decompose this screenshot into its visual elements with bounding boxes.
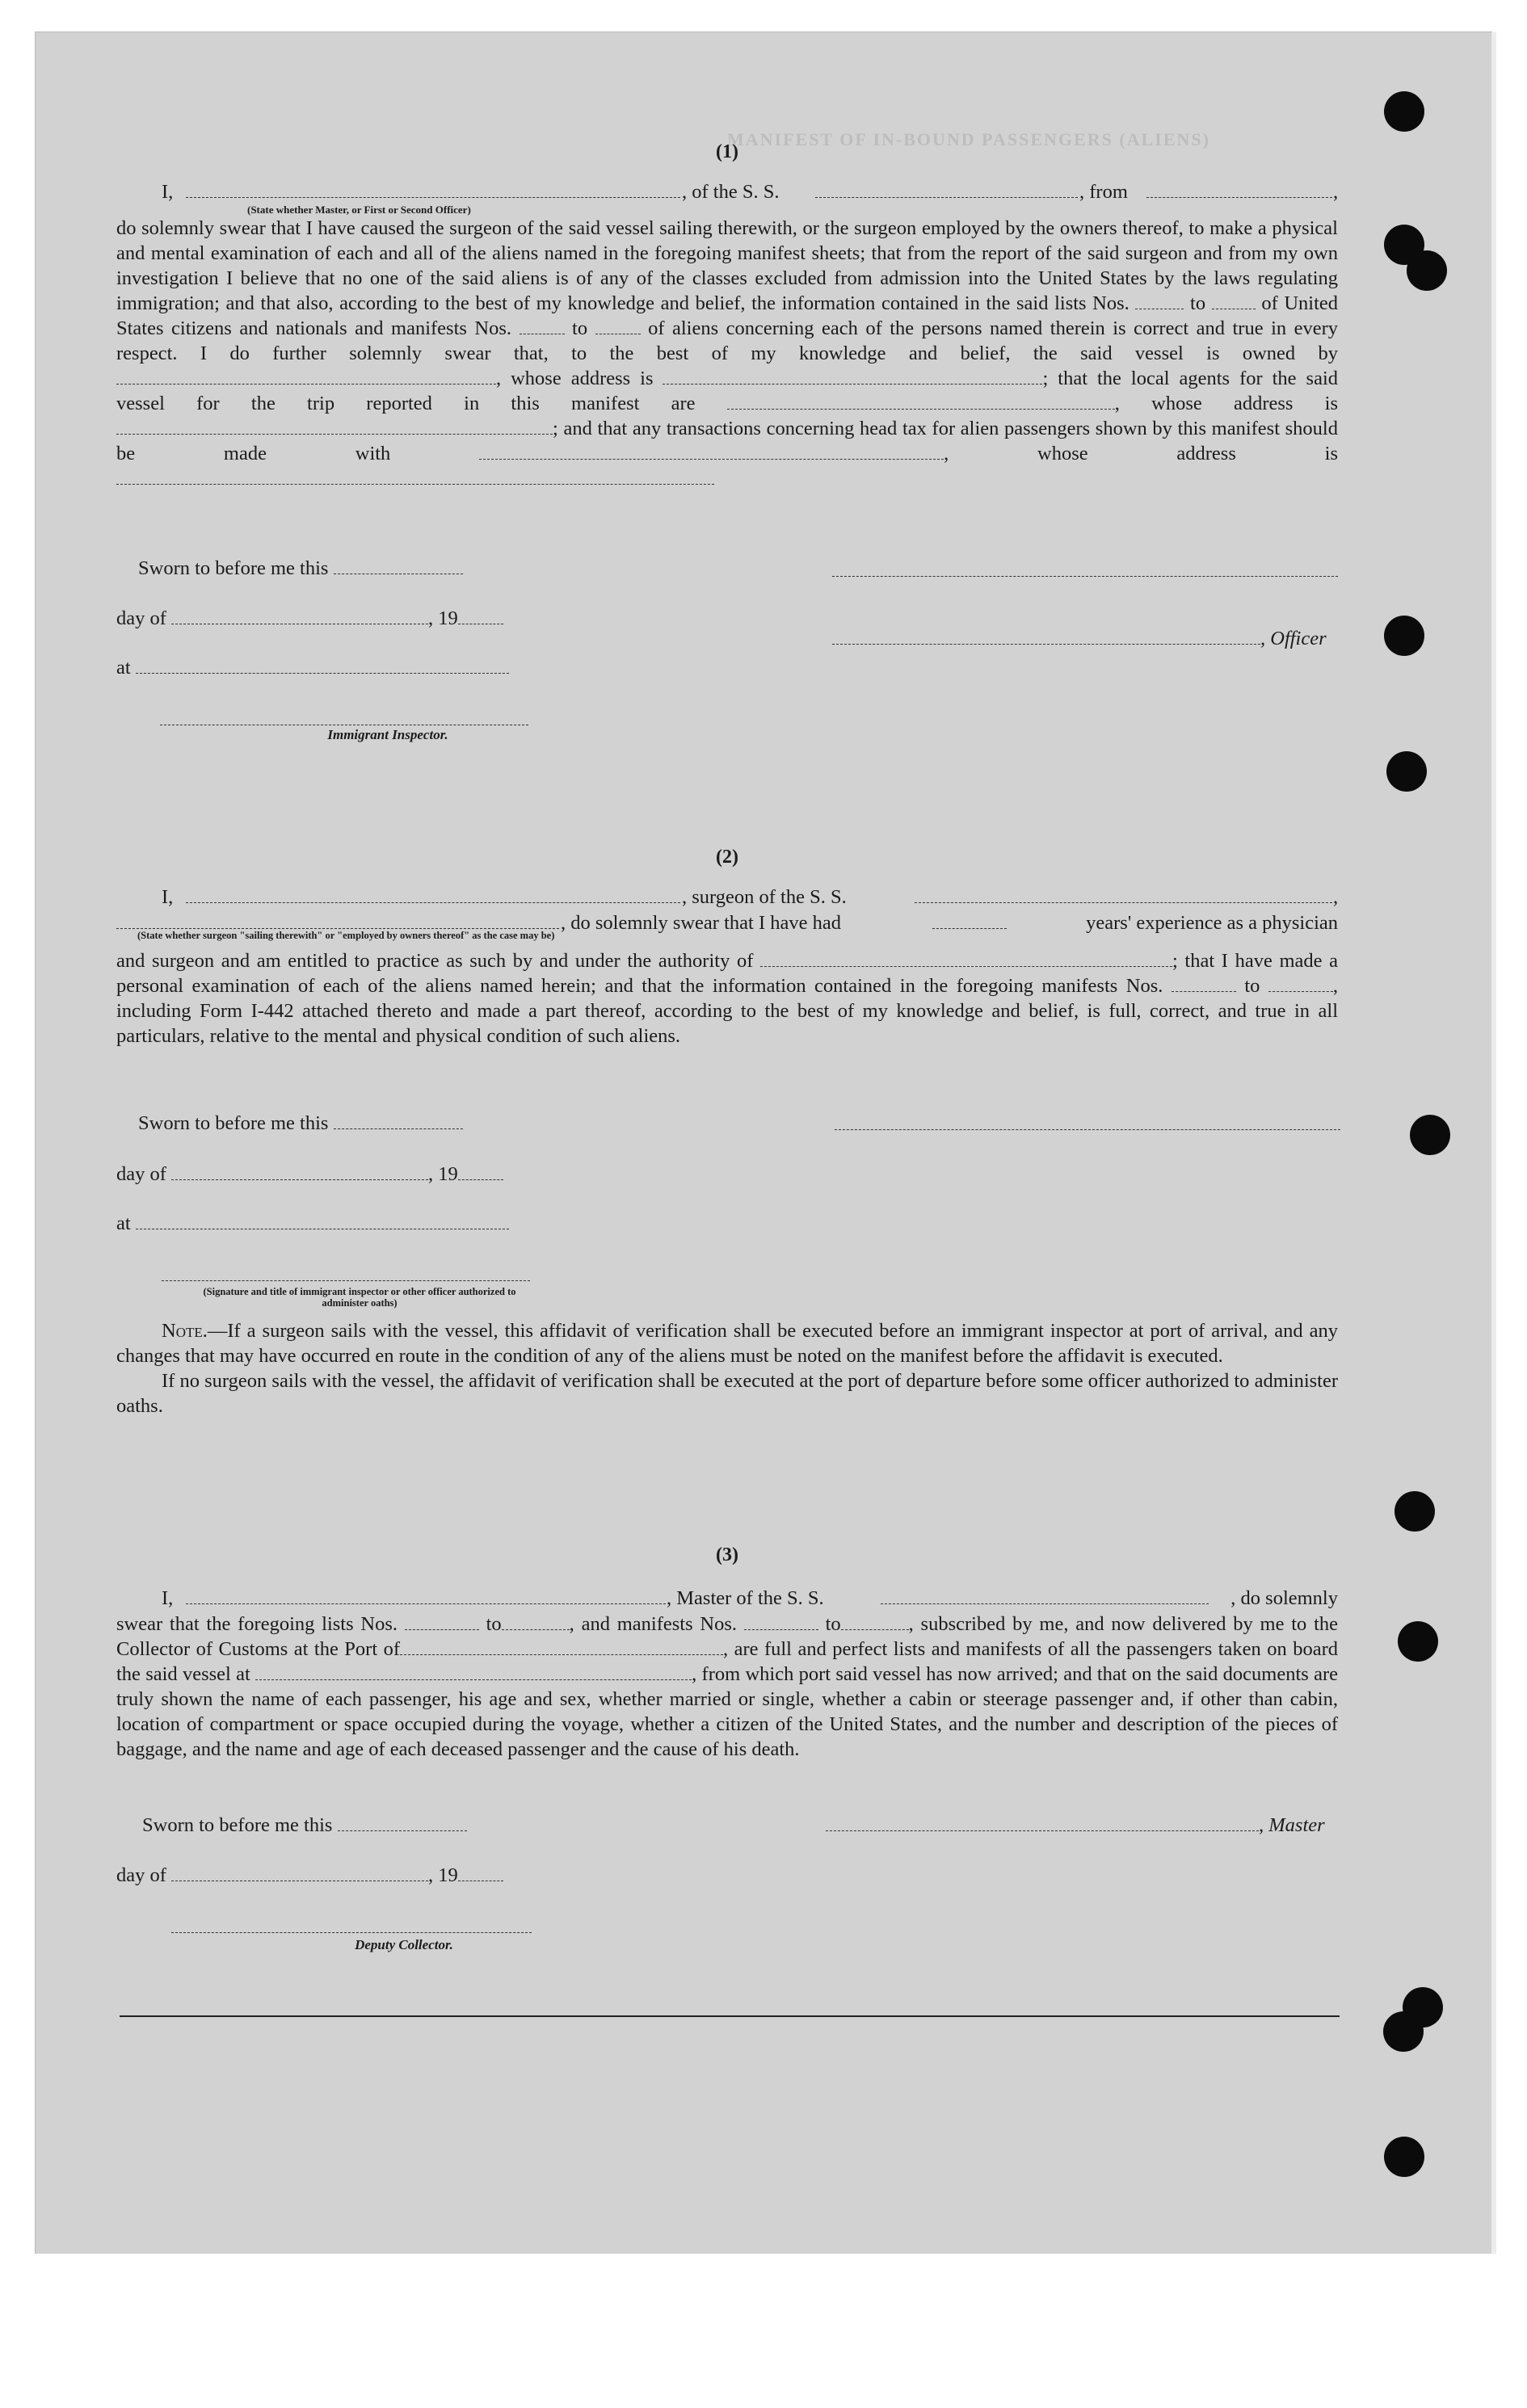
day-month-field[interactable] [171, 1864, 428, 1881]
agents-address-field[interactable] [116, 418, 553, 435]
bottom-rule [120, 2015, 1340, 2017]
owner-field[interactable] [116, 368, 496, 385]
sworn-row-1: Sworn to before me this [138, 557, 463, 580]
section-1 [116, 140, 1338, 491]
officer-signature-line[interactable] [832, 575, 1338, 577]
day-row-3: day of , 19 [116, 1864, 503, 1887]
lists-to-field[interactable] [502, 1613, 570, 1630]
master-caption: (State whether Master, or First or Second Officer) [247, 204, 471, 216]
sworn-row-2: Sworn to before me this [138, 1112, 463, 1135]
at-place-field[interactable] [136, 1212, 509, 1229]
year-field[interactable] [458, 1864, 503, 1881]
master-vessel-field[interactable] [881, 1587, 1209, 1604]
deputy-signature-line[interactable] [171, 1931, 532, 1933]
day-month-field[interactable] [171, 1163, 428, 1180]
punch-hole [1386, 751, 1427, 792]
section-1-body: do solemnly swear that I have caused the surgeon of the said vessel sailing therewith, or the surgeon employed by the owners thereof, to make a physical and mental examination of each and all of the aliens named in the foregoing manifest sheets; that from the report of the said surgeon and from my own investigation I believe that no one of the said aliens is of any of the classes excluded from admission into the United States by the laws regulating immigration; and that also, according to the best of my knowledge and belief, the information contained in the said lists Nos. to of United States citizens and nationals and manifests Nos. to of aliens concerning each of the persons named therein is correct and true in every respect. I do further solemnly swear that, to the best of my knowledge and belief, the said vessel is owned by , whose address is ; that the local agents for the said vessel for the trip reported in this manifest are , whose address is ; and that any transactions concerning head tax for alien passengers shown by this manifest should be made with , whose address is [116, 216, 1338, 491]
head-tax-address-field[interactable] [116, 468, 714, 485]
day-row-2: day of , 19 [116, 1163, 503, 1186]
oath-line: I, , of the S. S. , from , [162, 181, 1339, 203]
head-tax-contact-field[interactable] [479, 443, 944, 460]
officer-name-field[interactable] [186, 181, 680, 198]
sworn-day-field[interactable] [338, 1814, 467, 1831]
manifests-to-field[interactable] [841, 1613, 909, 1630]
owner-address-field[interactable] [663, 368, 1042, 385]
years-field[interactable] [932, 912, 1007, 929]
section-number: (3) [716, 1544, 738, 1565]
officer-title-row: , Officer [832, 628, 1327, 650]
punch-hole [1398, 1621, 1438, 1662]
at-row-2: at [116, 1212, 509, 1235]
surgeon-type-field[interactable] [116, 912, 559, 929]
deputy-caption: Deputy Collector. [355, 1937, 453, 1952]
manifests-to-field[interactable] [595, 317, 641, 334]
day-month-field[interactable] [171, 607, 428, 624]
punch-hole [1384, 2137, 1424, 2177]
inspector-signature-line[interactable] [160, 724, 528, 725]
from-port-field[interactable] [1146, 181, 1332, 198]
section-3 [116, 1543, 1338, 1762]
sworn-day-field[interactable] [334, 1112, 463, 1129]
vessel-name-field[interactable] [815, 181, 1078, 198]
section-2-body: and surgeon and am entitled to practice as such by and under the authority of ; that I have made a personal examination of each of the aliens named herein; and that the information contained in the foregoing manifests Nos. to , including Form I-442 attached thereto and made a part thereof, according to the best of my knowledge and belief, is full, correct, and true in all particulars, relative to the mental and physical condition of such aliens. [116, 950, 1339, 1047]
year-field[interactable] [458, 607, 503, 624]
embark-port-field[interactable] [255, 1663, 692, 1680]
surgeon-line: I, , surgeon of the S. S. , [162, 886, 1339, 908]
lists-to-field[interactable] [1212, 292, 1256, 309]
surgeon-line-2: , do solemnly swear that I have had years' experience as a physician [116, 910, 1338, 935]
punch-hole [1383, 2011, 1424, 2052]
master-line: I, , Master of the S. S. , do solemnly [162, 1587, 1338, 1609]
manifest-to-field[interactable] [1268, 975, 1333, 992]
punch-hole [1407, 250, 1447, 291]
section-2 [116, 845, 1338, 1049]
page-margin [0, 2254, 1527, 2408]
local-agents-field[interactable] [727, 393, 1115, 410]
sheet-edge [1491, 32, 1496, 2254]
signature-caption: (Signature and title of immigrant inspector or other officer authorized to administer oaths) [203, 1286, 516, 1309]
section-2-note: Note.—If a surgeon sails with the vessel, this affidavit of verification shall be executed before an immigrant inspector at port of arrival, and any changes that may have occurred en route in the condition of any of the aliens must be noted on the manifest before the affidavit is executed. If no surgeon sails with the vessel, the affidavit of verification shall be executed at the port of departure before some officer authorized to administer oaths. [116, 1320, 1338, 1417]
sworn-row-3: Sworn to before me this [142, 1814, 467, 1837]
lists-from-field[interactable] [1135, 292, 1184, 309]
section-number: (2) [716, 847, 738, 868]
surgeon-signature-line[interactable] [835, 1128, 1340, 1130]
lists-from-field[interactable] [405, 1613, 479, 1630]
inspector-caption: Immigrant Inspector. [327, 727, 448, 742]
master-signature-field[interactable] [826, 1814, 1259, 1831]
punch-hole [1394, 1491, 1435, 1532]
surgeon-caption: (State whether surgeon "sailing therewith" or "employed by owners thereof" as the case may be) [137, 930, 555, 941]
sworn-day-field[interactable] [334, 557, 463, 574]
authorized-officer-signature-line[interactable] [162, 1280, 530, 1281]
surgeon-vessel-field[interactable] [915, 886, 1332, 903]
manifests-from-field[interactable] [744, 1613, 818, 1630]
master-signature-row: , Master [826, 1814, 1325, 1837]
surgeon-name-field[interactable] [186, 886, 680, 903]
day-row-1: day of , 19 [116, 607, 503, 630]
manifest-from-field[interactable] [1172, 975, 1236, 992]
authority-field[interactable] [760, 950, 1172, 967]
master-name-field[interactable] [186, 1587, 666, 1604]
punch-hole [1410, 1115, 1450, 1155]
officer-title-field[interactable] [832, 628, 1260, 645]
at-place-field[interactable] [136, 657, 509, 674]
port-field[interactable] [400, 1638, 723, 1655]
year-field[interactable] [458, 1163, 503, 1180]
at-row-1: at [116, 657, 509, 679]
section-3-body: swear that the foregoing lists Nos. to , and manifests Nos. to , subscribed by me, and now delivered by me to the Collector of Customs at the Port of , are full and perfect lists and manifests of all the passengers taken on board the said vessel at , from which port said vessel has now arrived; and that on the said documents are truly shown the name of each passenger, his age and sex, whether married or single, whether a cabin or steerage passenger and, if other than cabin, location of compartment or space occupied during the voyage, whether a citizen of the United States, and the number and description of the pieces of baggage, and the name and age of each deceased passenger and the cause of his death. [116, 1613, 1339, 1760]
manifests-from-field[interactable] [520, 317, 565, 334]
bleed-through-header: MANIFEST OF IN-BOUND PASSENGERS (ALIENS) [727, 129, 1210, 149]
punch-hole [1384, 91, 1424, 132]
punch-hole [1384, 616, 1424, 656]
section-number: (1) [716, 141, 738, 162]
